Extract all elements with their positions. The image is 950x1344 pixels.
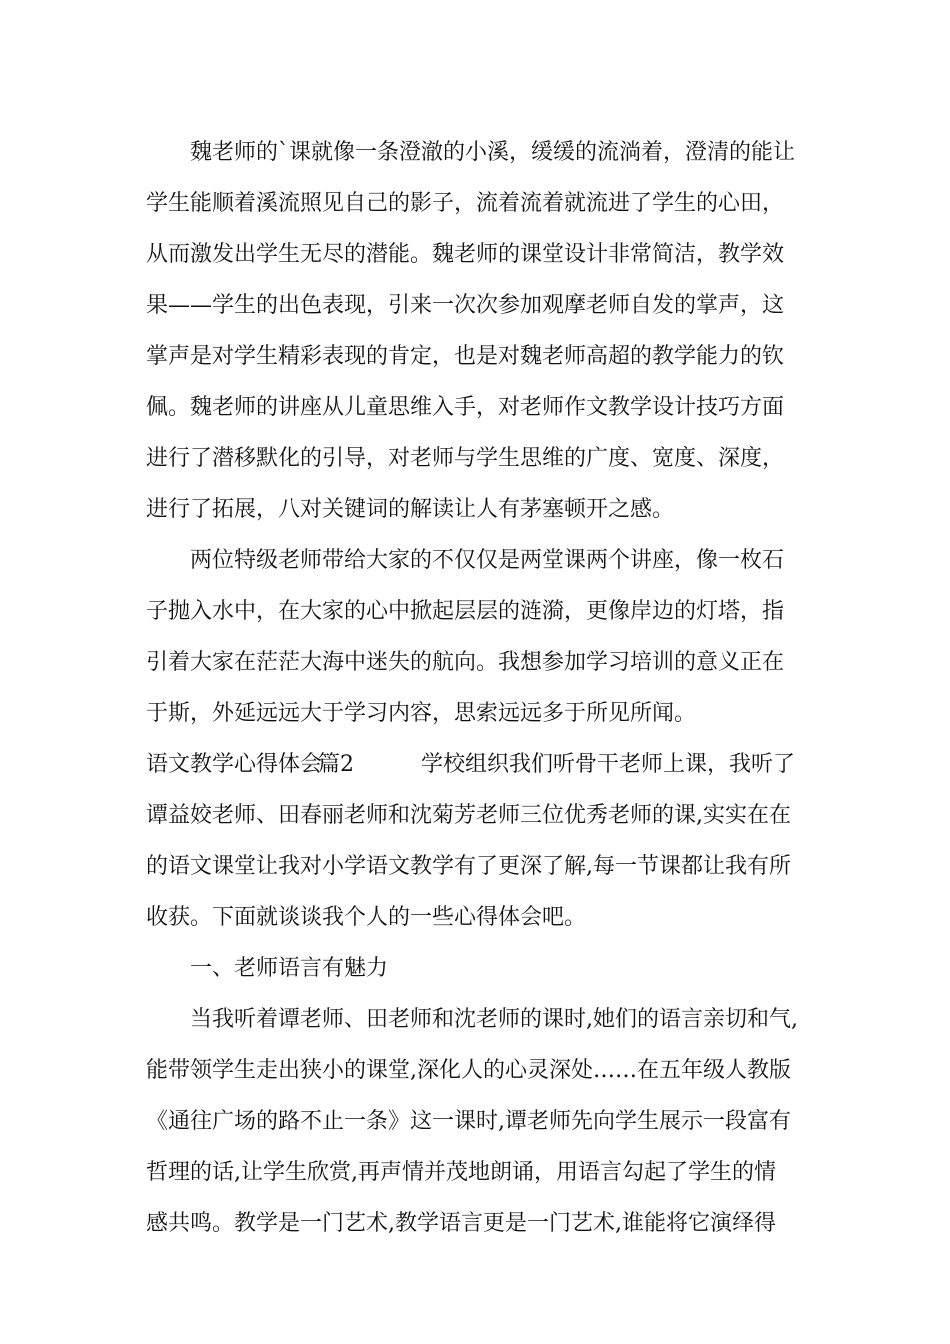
paragraph-line: 学校组织我们听骨干老师上课，我听了 [421,752,796,777]
paragraph-line: 掌声是对学生精彩表现的肯定，也是对魏老师高超的教学能力的钦 [146,344,785,369]
paragraph-line: 收获。下面就谈谈我个人的一些心得体会吧。 [146,905,587,930]
paragraph-line: 引着大家在茫茫大海中迷失的航向。我想参加学习培训的意义正在 [146,650,785,675]
paragraph-line: 从而激发出学生无尽的潜能。魏老师的课堂设计非常简洁，教学效 [146,242,785,267]
section-heading: 一、老师语言有魅力 [190,956,389,981]
paragraph-line: 感共鸣。教学是一门艺术,教学语言更是一门艺术,谁能将它演绎得 [146,1211,776,1236]
paragraph-line: 《通往广场的路不止一条》这一课时,谭老师先向学生展示一段富有 [146,1109,791,1134]
paragraph-line: 两位特级老师带给大家的不仅仅是两堂课两个讲座，像一枚石 [190,548,785,573]
section-title: 语文教学心得体会 [146,752,323,777]
paragraph-line: 学生能顺着溪流照见自己的影子，流着流着就流进了学生的心田， [146,191,785,216]
paragraph-line: 于斯，外延远远大于学习内容，思索远远多于所见所闻。 [146,701,697,726]
paragraph-line: 当我听着谭老师、田老师和沈老师的课时,她们的语言亲切和气, [190,1007,798,1032]
paragraph-line: 进行了潜移默化的引导，对老师与学生思维的广度、宽度、深度， [146,446,785,471]
paragraph-line: 哲理的话,让学生欣赏,再声情并茂地朗诵，用语言勾起了学生的情 [146,1160,776,1185]
section-number: 篇2 [318,752,354,777]
paragraph-line: 果——学生的出色表现，引来一次次参加观摩老师自发的掌声，这 [146,293,785,318]
paragraph-line: 谭益姣老师、田春丽老师和沈菊芳老师三位优秀老师的课,实实在在 [146,803,791,828]
paragraph-line: 进行了拓展，八对关键词的解读让人有茅塞顿开之感。 [146,497,675,522]
paragraph-line: 的语文课堂让我对小学语文教学有了更深了解,每一节课都让我有所 [146,854,791,879]
paragraph-line: 魏老师的`课就像一条澄澈的小溪，缓缓的流淌着，澄清的能让 [190,140,796,165]
paragraph-line: 子抛入水中，在大家的心中掀起层层的涟漪，更像岸边的灯塔，指 [146,599,785,624]
paragraph-line: 能带领学生走出狭小的课堂,深化人的心灵深处……在五年级人教版 [146,1058,791,1083]
paragraph-line: 佩。魏老师的讲座从儿童思维入手，对老师作文教学设计技巧方面 [146,395,785,420]
